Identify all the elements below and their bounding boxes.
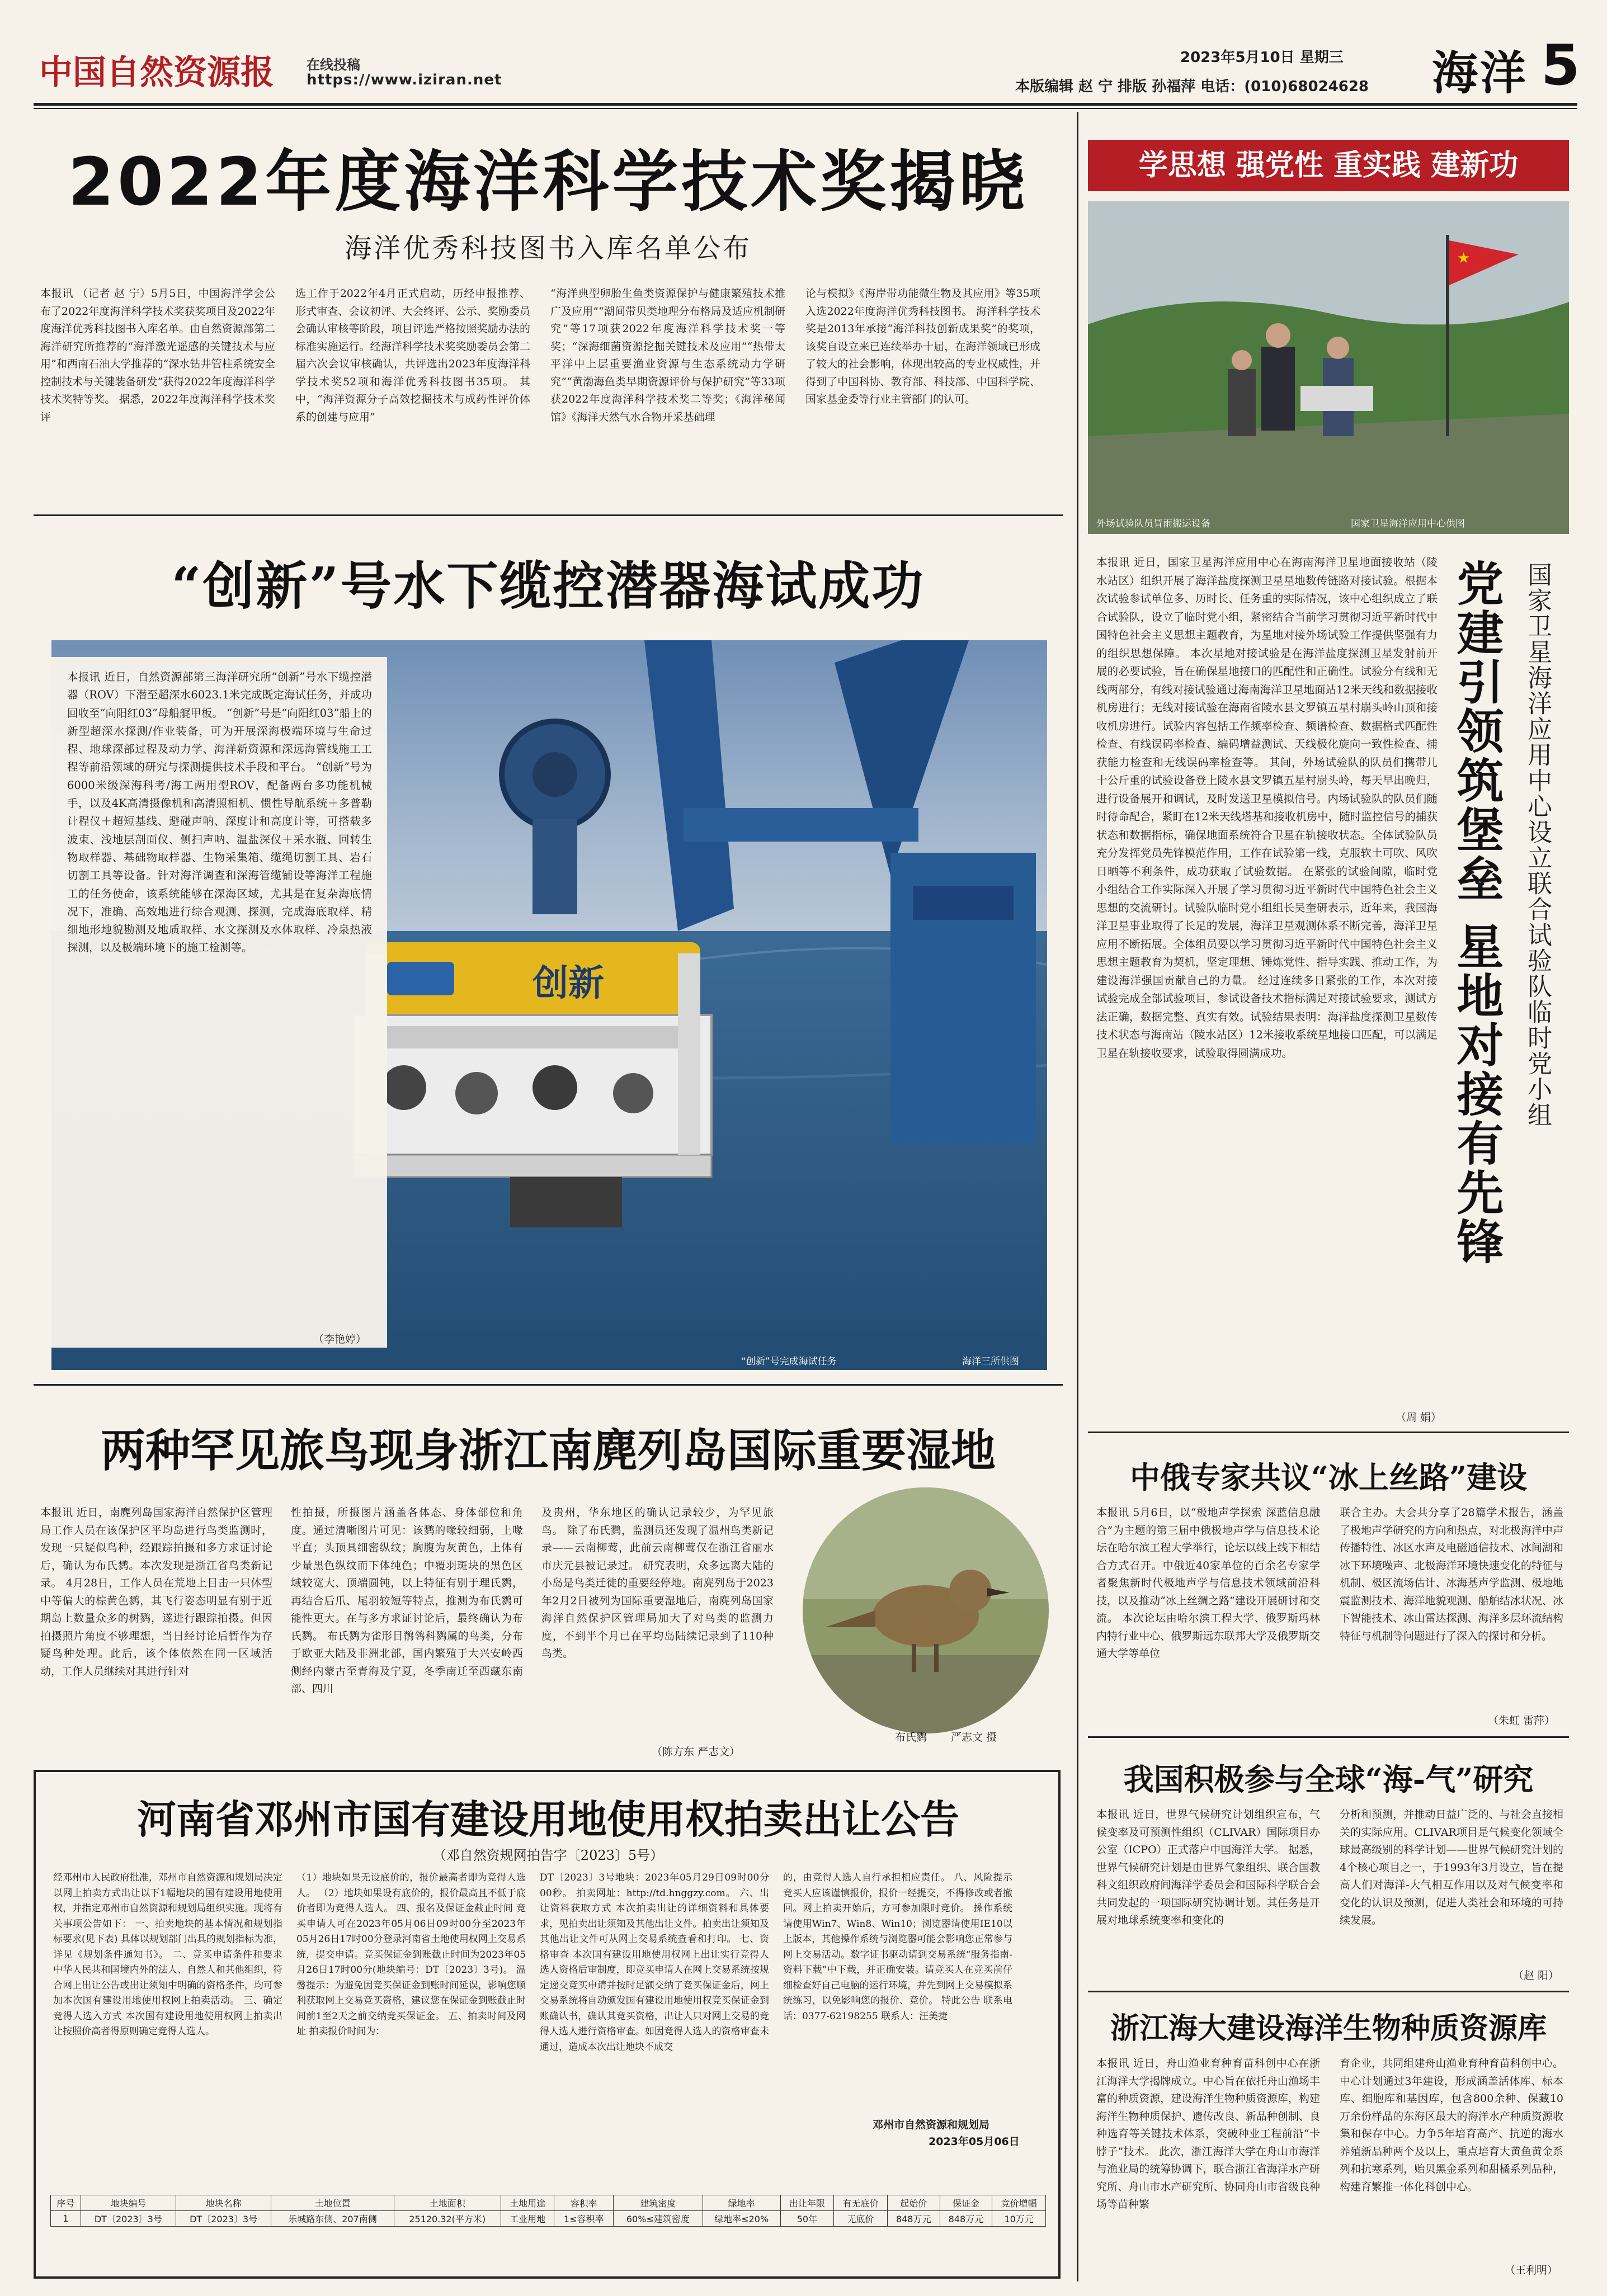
divider-a6	[1088, 1736, 1569, 1738]
a7-col-2: 分析和预测，并推动日益广泛的、与社会直接相关的实际应用。CLIVAR项目是气候变化领域全球最高级别的科学计划——世界气候研究计划的4个核心项目之一，于1993年3月设立，旨在提高人们对海洋-大气相互作用以及对气候变率和变化的认识及预测，促进人类社会和环境的可持续发展。	[1340, 1808, 1563, 1926]
divider-a7	[1088, 1991, 1569, 1992]
vertical-divider	[1077, 112, 1078, 2281]
rov-photo-caption: “创新”号完成海试任务	[741, 1356, 837, 1367]
a4-table-wrap	[50, 2195, 1046, 2227]
bird-photo-art	[803, 1487, 1049, 1733]
a4-issuer: 邓州市自然资源和规划局	[873, 2119, 990, 2131]
weekday-text: 星期三	[1299, 49, 1344, 66]
table-header-cell: 出让年限	[780, 2195, 834, 2211]
field-photo-art	[1088, 201, 1569, 534]
a1-col-4: 论与模拟》《海岸带功能微生物及其应用》等35项入选2022年度海洋优秀科技图书。 海洋科学技术奖是2013年承接“海洋科技创新成果奖”的奖项，该奖自设立来已连续举办十届，在海洋领域已形成了较大的社会影响，体现出较高的专业权威性，并得到了中国科协、教育部、科技部、中国科学院、国家基金委等行业主管部门的认可。	[805, 287, 1040, 405]
table-cell: 848万元	[887, 2211, 940, 2227]
divider-a5	[1088, 1432, 1569, 1433]
table-cell: 无底价	[834, 2211, 888, 2227]
a3-col-1: 本报讯 近日，南麂列岛国家海洋自然保护区管理局工作人员在该保护区平均岛进行鸟类监测时，发现一只疑似鸟种，经跟踪拍摄和多方求证讨论后，确认为布氏鹨。本次发现是浙江省鸟类新记录。 4月28日，工作人员在荒地上目击一只体型中等偏大的棕黄色鹨，其飞行姿态明显有别于近期岛上数量众多的树鹨，遂进行跟踪拍摄。但因拍摄照片角度不够理想，当日经讨论后暂作为存疑鸟种处理。此后，该个体依然在同一区域活动，工作人员继续对其进行针对	[40, 1506, 272, 1678]
a1-subtitle: 海洋优秀科技图书入库名单公布	[344, 233, 752, 264]
table-cell: 工业用地	[501, 2211, 554, 2227]
a8-col-1: 本报讯 近日，舟山渔业育种育苗科创中心在浙江海洋大学揭牌成立。中心旨在依托舟山渔场丰富的种质资源，建设海洋生物种质资源库，构建海洋生物种质保护、遗传改良、新品种创制、良种选育等关键技术体系，突破种业工程前沿“卡脖子”技术。 此次，浙江海洋大学在舟山市海洋与渔业局的统筹协调下，联合浙江省海洋水产研究所、舟山市水产研究所、协同舟山市省级良种场等苗种繁	[1096, 2057, 1320, 2210]
submit-label: 在线投稿	[307, 57, 360, 73]
a3-title: 两种罕见旅鸟现身浙江南麂列岛国际重要湿地	[101, 1424, 996, 1477]
masthead-rule-thin	[34, 108, 1577, 109]
flag-star: ★	[1457, 250, 1471, 267]
bird-caption: 布氏鹨	[895, 1731, 927, 1744]
a7-byline: （赵 阳）	[1513, 1969, 1559, 1982]
table-header-cell: 土地位置	[271, 2195, 394, 2211]
table-cell: 绿地率≤20%	[703, 2211, 780, 2227]
field-photo-credit: 国家卫星海洋应用中心供图	[1351, 518, 1465, 530]
a3-byline: （陈方东 严志文）	[652, 1746, 741, 1758]
a5-byline: （周 娟）	[1396, 1411, 1442, 1424]
divider-a1	[34, 514, 1063, 516]
a2-body: 本报讯 近日，自然资源部第三海洋研究所“创新”号水下缆控潜器（ROV）下潜至超深水6023.1米完成既定海试任务，并成功回收至“向阳红03”母船艉甲板。 “创新”号是“向阳红03”船上的新型超深水探测/作业装备，可为开展深海极端环境与生命过程、地球深部过程及动力学、海洋新资源和深远海管线施工工程等前沿领域的研究与探测提供技术手段和平台。 “创新”号为6000米级深海科考/海工两用型ROV，配备两台多功能机械手，以及4K高清摄像机和高清照相机、惯性导航系统＋多普勒计程仪＋超短基线、避碰声呐、深度计和高度计等，可搭载多波束、浅地层剖面仪、侧扫声呐、温盐深仪＋采水瓶、回转生物取样器、基础物取样器、生物采集箱、缆绳切割工具、岩石切割工具等设备。针对海洋调查和深海管缆铺设等海洋工程施工的任务使命，该系统能够在深海区域，尤其是在复杂海底情况下，准确、高效地进行综合观测、探测，完成海底取样、精细地形地貌勘测及地质取样、水文探测及水体取样、冷泉热液探测，以及极端环境下的施工检测等。	[67, 670, 372, 955]
submit-url[interactable]: https://www.iziran.net	[307, 72, 502, 88]
field-photo	[1088, 201, 1569, 534]
field-photo-caption: 外场试验队员冒雨搬运设备	[1096, 518, 1210, 530]
table-cell: 1	[51, 2211, 81, 2227]
table-header-cell: 竞价增幅	[992, 2195, 1046, 2211]
table-cell: DT〔2023〕3号	[176, 2211, 271, 2227]
editor-line: 本版编辑 赵 宁 排版 孙福萍 电话：(010)68024628	[1015, 78, 1369, 95]
table-cell: 25120.32(平方米)	[394, 2211, 501, 2227]
auction-table-header	[51, 2195, 1046, 2211]
a1-col-2: 选工作于2022年4月正式启动，历经申报推荐、形式审查、会议初评、大会终评、公示、奖励委员会确认审核等阶段，项目评选严格按照奖励办法的标准实施运行。经海洋科学技术奖奖励委员会第二届六次会议审核确认，共评选出2023年度海洋科学技术奖52项和海洋优秀科技图书35项。 其中，“海洋资源分子高效挖掘技术与成药性评价体系的创建与应用”	[295, 287, 530, 423]
masthead-rule	[34, 103, 1577, 106]
a6-col-1: 本报讯 5月6日，以“极地声学探索 深蓝信息融合”为主题的第三届中俄极地声学与信息技术论坛在哈尔滨工程大学举行，论坛以线上线下相结合方式召开。中俄近40家单位的百余名专家学者聚焦新时代极地声学与信息技术领域前沿科技，以及推动“冰上丝绸之路”建设开展研讨和交流。 本次论坛由哈尔滨工程大学、俄罗斯玛林内特行业中心、俄罗斯远东联邦大学及俄罗斯交通大学等单位	[1096, 1506, 1320, 1660]
bird-credit: 严志文 摄	[951, 1731, 997, 1744]
table-cell: 848万元	[940, 2211, 992, 2227]
table-cell: 乐城路东侧、207南侧	[271, 2211, 394, 2227]
a4-col-2: （1）地块如果无设底价的，报价最高者即为竞得人选人。 （2）地块如果设有底价的，报价最高且不低于底价者即为竞得人选人。 四、报名及保证金截止时间 竞买申请人可在2023年05月06日09时00分至2023年05月26日17时00分登录河南省土地使用权网上交易系统，提交申请。竞买保证金到账截止时间为2023年05月26日17时00分(地块编号：DT〔2023〕3号)。 温馨提示：为避免因竞买保证金到账时间延误，影响您顺利获取网上交易竞买资格，建议您在保证金到账截止时间前1至2天之前交纳竞买保证金。 五、拍卖时间及网址 拍卖报价时间为：	[296, 1872, 526, 2037]
a4-issue-date: 2023年05月06日	[929, 2136, 1020, 2148]
a1-col-3: “海洋典型卵胎生鱼类资源保护与健康繁殖技术推广及应用”“潮间带贝类地理分布格局及适应机制研究”等17项获2022年度海洋科学技术奖一等奖；“深海细菌资源挖掘关键技术及应用”“热带太平洋中上层重要渔业资源与生态系统动力学研究”“黄渤海鱼类早期资源评价与保护研究”等33项获2022年度海洋科学技术奖二等奖；《海洋秘闻馆》《海洋天然气水合物开采基础理	[550, 287, 785, 423]
a2-title: “创新”号水下缆控潜器海试成功	[171, 556, 925, 616]
page-number: 5	[1541, 32, 1580, 98]
a2-byline: （李艳婷）	[313, 1333, 367, 1345]
a5-body: 本报讯 近日，国家卫星海洋应用中心在海南海洋卫星地面接收站（陵水站区）组织开展了海洋盐度探测卫星星地数传链路对接试验。根据本次试验参试单位多、历时长、任务重的实际情况，该中心组织成立了联合试验队，设立了临时党小组，紧密结合当前学习贯彻习近平新时代中国特色社会主义思想主题教育，为星地对接外场试验工作提供坚强有力的组织思想保障。 本次星地对接试验是在海洋盐度探测卫星发射前开展的必要试验，旨在确保星地接口的匹配性和正确性。试验分有线和无线两部分，有线对接试验通过海南海洋卫星地面站12米天线和数据接收机房进行；无线对接试验在海南省陵水县文罗镇五星村崩头岭山顶和接收机房进行。试验内容包括工作频率检查、频谱检查、数据格式匹配性检查、有线误码率检查、编码增益测试、天线极化旋向一致性检查、捕获能力检查和无线误码率检查等。 其间，外场试验队的队员们携带几十公斤重的试验设备登上陵水县文罗镇五星村崩头岭，每天早出晚归，进行设备展开和调试，及时发送卫星模拟信号。内场试验队的队员们随时待命配合，紧盯在12米天线塔基和接收机房中，随时监控信号的捕获状态和数据指标，确保地面系统符合卫星在轨接收状态。全体试验队员充分发挥党员先锋模范作用，工作在试验第一线，克服软土可吹、风吹日晒等不利条件，成功获取了试验数据。 在紧张的试验间隙，临时党小组结合工作实际深入开展了学习贯彻习近平新时代中国特色社会主义思想的交流研讨。试验队临时党小组组长吴奎研表示，近年来，我国海洋卫星事业取得了长足的发展，海洋卫星观测体系不断完善，海洋卫星应用不断拓展。全体组员要以学习贯彻习近平新时代中国特色社会主义思想主题教育为契机，坚定理想、锤炼党性、指导实践、推动工作，为建设海洋强国贡献自己的力量。 经过连续多日紧张的工作，本次对接试验完成全部试验项目，参试设备技术指标满足对接试验要求，测试方法正确，数据完整、真实有效。试验结果表明：海洋盐度探测卫星数传技术状态与海南站（陵水站区）12米接收系统星地接口匹配，可以满足卫星在轨接收要求，试验取得圆满成功。	[1096, 556, 1438, 1060]
table-header-cell: 绿地率	[703, 2195, 780, 2211]
a5-title-side: 国家卫星海洋应用中心设立联合试验队临时党小组	[1523, 562, 1552, 1128]
table-header-cell: 地块名称	[176, 2195, 271, 2211]
table-header-cell: 土地用途	[501, 2195, 554, 2211]
table-header-cell: 起始价	[887, 2195, 940, 2211]
a4-subtitle: （邓自然资规网拍告字〔2023〕5号）	[432, 1848, 664, 1863]
a3-col-2: 性拍摄，所摄图片涵盖各体态、身体部位和角度。通过清晰图片可见：该鹨的喙较细弱，上喙平直；头顶具细密纵纹；胸腹为灰黄色，上体有少量黑色纵纹而下体纯色；中覆羽斑块的黑色区域较宽大、顶端圆钝，以上特征有别于理氏鹨，再结合后爪、尾羽较短等特点，推测为布氏鹨可能性更大。在与多方求证讨论后，最终确认为布氏鹨。 布氏鹨为雀形目鹡鸰科鹨属的鸟类，分布于欧亚大陆及非洲北部，国内繁殖于大兴安岭西侧经内蒙古至青海及宁夏，冬季南迁至西藏东南部、四川	[291, 1506, 523, 1695]
a8-byline: （王利明）	[1505, 2264, 1558, 2276]
table-cell: 10万元	[992, 2211, 1046, 2227]
a5-title-main: 党建引领筑堡垒 星地对接有先锋	[1449, 559, 1505, 1267]
a3-col-3: 及贵州，华东地区的确认记录较少，为罕见旅鸟。 除了布氏鹨，监测员还发现了温州鸟类新记录——云南柳莺，此前云南柳莺仅在浙江省丽水市庆元县被记录过。 研究表明，众多远离大陆的小岛是鸟类迁徙的重要经停地。南麂列岛于2023年2月2日被列为国际重要湿地后，南麂列岛国家海洋自然保护区管理局加大了对鸟类的监测力度，不到半个月已在平均岛陆续记录到了110种鸟类。	[541, 1506, 774, 1660]
a8-col-2: 育企业，共同组建舟山渔业育种育苗科创中心。中心计划通过3年建设，形成涵盖活体库、标本库、细胞库和基因库，包含800余种、保藏10万余份样品的东海区最大的海洋水产种质资源收集和保存中心。力争5年培育高产、抗逆的海水养殖新品种两个及以上，重点培育大黄鱼黄金系列和抗寒系列，贻贝黑金系列和甜橘系列品种，构建育繁推一体化科创中心。	[1340, 2057, 1563, 2193]
a6-title: 中俄专家共议“冰上丝路”建设	[1129, 1459, 1528, 1495]
table-cell: DT〔2023〕3号	[81, 2211, 176, 2227]
table-cell: 1≤容积率	[554, 2211, 614, 2227]
bird-photo	[803, 1487, 1049, 1733]
table-header-cell: 土地面积	[394, 2195, 501, 2211]
a6-byline: （朱虹 雷萍）	[1488, 1714, 1556, 1727]
a4-col-1: 经邓州市人民政府批准，邓州市自然资源和规划局决定以网上拍卖方式出让以下1幅地块的国有建设用地使用权，并指定邓州市自然资源和规划局组织实施。现将有关事项公告如下： 一、拍卖地块的基本情况和规划指标要求(见下表) 具体以规划部门出具的规划指标为准，详见《规划条件通知书》。 二、竞买申请条件和要求 中华人民共和国境内外的法人、自然人和其他组织，符合网上出让公告或出让须知中明确的资格条件，均可参加本次国有建设用地使用权网上拍卖活动。 三、确定竞得人选入方式 本次国有建设用地使用权网上拍卖出让按照价高者得原则确定竞得人选人。	[53, 1872, 282, 2037]
table-header-cell: 保证金	[940, 2195, 992, 2211]
a5-banner: 学思想 强党性 重实践 建新功	[1088, 140, 1569, 191]
a4-col-4: 的，由竞得人选人自行承担相应责任。 八、风险提示 竞买人应该谨慎报价，报价一经提交，不得修改或者撤回。网上拍卖开始后，方可参加限时竞价。 操作系统请使用Win7、Win8、Win10；浏览器请使用IE10以上版本，其他操作系统与浏览器可能会影响您正常参与网上交易活动。数字证书驱动请到交易系统“服务指南-资料下载”中下载，并正确安装。请竞买人在竞买前仔细检查好自己电脑的运行环境，并先到网上交易模拟系统练习，以免影响您的报价、竞价。 特此公告 联系电话：0377-62198255 联系人：汪美捷	[783, 1872, 1012, 2022]
table-header-cell: 地块编号	[81, 2195, 176, 2211]
table-header-cell: 建筑密度	[613, 2195, 703, 2211]
table-header-cell: 容积率	[554, 2195, 614, 2211]
table-header-cell: 有无底价	[834, 2195, 888, 2211]
issue-date	[1180, 46, 1344, 67]
a7-col-1: 本报讯 近日，世界气候研究计划组织宣布，气候变率及可预测性组织（CLIVAR）国际项目办公室（ICPO）正式落户中国海洋大学。 据悉，世界气候研究计划是由世界气象组织、联合国教科文组织政府间海洋学委员会和国际科学联合会共同发起的一项国际研究协调计划。其任务是开展对地球系统变率和变化的	[1096, 1808, 1320, 1926]
a7-title: 我国积极参与全球“海-气”研究	[1123, 1761, 1534, 1797]
date-text: 2023年5月10日	[1180, 49, 1295, 66]
table-header-cell: 序号	[51, 2195, 81, 2211]
auction-table-row	[51, 2211, 1046, 2227]
table-cell: 60%≤建筑密度	[613, 2211, 703, 2227]
a1-col-1: 本报讯 （记者 赵 宁）5月5日，中国海洋学会公布了2022年度海洋科学技术奖获奖项目及2022年度海洋优秀科技图书入库名单。由自然资源部第二海洋研究所推荐的“海洋激光遥感的关键技术与应用”和西南石油大学推荐的“深水钻井管柱系统安全控制技术与关键装备研发”获得2022年度海洋科学技术奖特等奖。 据悉，2022年度海洋科学技术奖评	[40, 287, 275, 423]
a4-title: 河南省邓州市国有建设用地使用权拍卖出让公告	[137, 1796, 959, 1843]
a6-col-2: 联合主办。大会共分享了28篇学术报告，涵盖了极地声学研究的方向和热点，对北极海洋中声传播特性、冰区水声及电磁通信技术、冰间湖和冰下环境噪声、北极海洋环境快速变化的特征与机制、极区流场估计、冰海基声学监测、极地地震监测技术、海洋地貌观测、船舶结冰状况、冰下智能技术、冰山雷达探测、海洋多层环流结构特征与机制等问题进行了深入的探讨和分析。	[1340, 1506, 1563, 1642]
rov-name-label: 创新	[532, 963, 604, 1004]
a8-title: 浙江海大建设海洋生物种质资源库	[1110, 2011, 1547, 2045]
divider-a2	[34, 1384, 1063, 1386]
auction-table	[50, 2195, 1046, 2227]
a4-col-3: DT〔2023〕3号地块：2023年05月29日09时00分00秒。 拍卖网址：http://td.hnggzy.com。 六、出让资料获取方式 本次拍卖出让的详细资料和具体要求，见拍卖出让须知及其他出让文件。拍卖出让须知及其他出让文件可从网上交易系统查看和打印。 七、资格审查 本次国有建设用地使用权网上出让实行竞得人选人资格后审制度，即竞买申请人在网上交易系统按规定递交竞买申请并按时足额交纳了竞买保证金后，网上交易系统将自动颁发国有建设用地使用权竞买保证金到账确认书，确认其竞买资格，出让人只对网上交易的竞得人选人进行资格审查。如因竞得人选人的资格审查未通过，造成本次出让地块不成交	[540, 1872, 769, 2053]
section-name: 海洋	[1432, 47, 1529, 100]
a1-title: 2022年度海洋科学技术奖揭晓	[68, 143, 1029, 220]
rov-photo-credit: 海洋三所供图	[962, 1356, 1019, 1367]
table-cell: 50年	[780, 2211, 834, 2227]
paper-name: 中国自然资源报	[39, 53, 274, 92]
